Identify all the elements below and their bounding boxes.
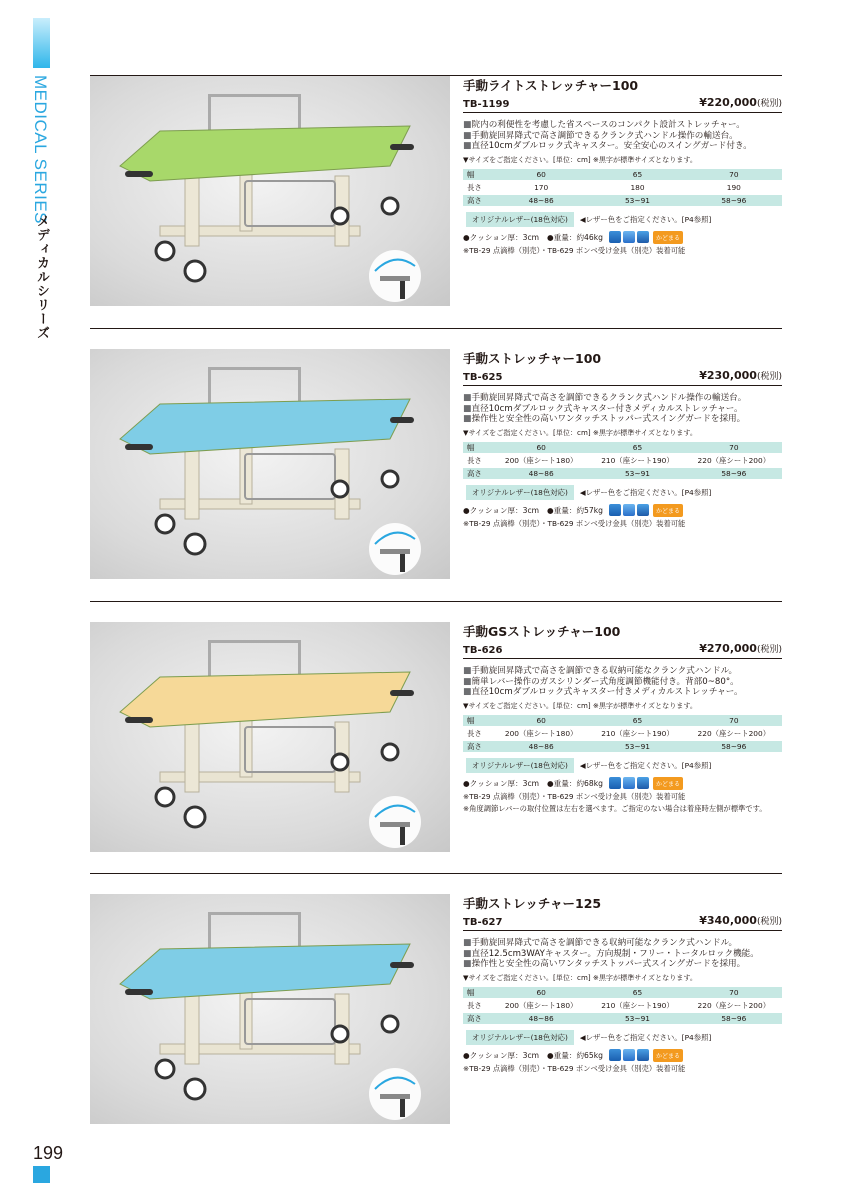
crank-inset [369,796,421,848]
table-row: 幅 60 65 70 [463,169,782,180]
model-number: TB-626 [463,645,503,656]
leather-label: オリジナルレザー(18色対応) [466,758,574,773]
page-number: 199 [33,1143,64,1163]
table-row: 幅 60 65 70 [463,715,782,726]
bullet-square-icon: ■ [463,414,472,424]
stretcher-illustration [120,912,414,1099]
weight-spec: ●重量：約57kg [547,505,603,515]
bullet-square-icon: ■ [463,403,472,414]
feature-icon [637,504,649,516]
bullet-square-icon: ■ [463,687,472,697]
feature-icon [609,504,621,516]
stretcher-illustration [120,94,414,281]
price: ¥220,000 [699,96,757,109]
weight-spec: ●重量：約46kg [547,232,603,242]
description-line: ■簡単レバー操作のガスシリンダー式角度調節機能付き。背部0~80°。 [463,676,739,687]
feature-icon [637,231,649,243]
description-line: ■手動旋回昇降式で高さを調節できるクランク式ハンドル操作の輸送台。 [463,393,747,403]
product-section [90,622,782,852]
feature-icon [637,777,649,789]
note-line: ※角度調節レバーの取付位置は左右を選べます。ご指定のない場合は着座時左側が標準です。 [463,803,767,813]
model-number: TB-625 [463,372,503,383]
size-note: ▼サイズをご指定ください。[単位：cm] ※黒字が標準サイズとなります。 [463,427,698,437]
table-row: 高さ 48~86 53~91 58~96 [463,1013,782,1024]
bullet-square-icon: ■ [463,393,472,403]
section-divider [90,873,782,874]
size-table [463,440,782,481]
crank-inset [369,250,421,302]
section-divider [90,328,782,329]
feature-icon [623,231,635,243]
leather-label: オリジナルレザー(18色対応) [466,212,574,227]
model-number: TB-627 [463,917,503,928]
description-line: ■操作性と安全性の高いワンタッチストッパー式スイングガードを採用。 [463,959,746,969]
description-line: ■院内の利便性を考慮した省スペースのコンパクト設計ストレッチャー。 [463,120,745,130]
description-line: ■手動旋回昇降式で高さ調節できるクランク式ハンドル操作の輸送台。 [463,130,738,141]
leather-note: ◀レザー色をご指定ください。[P4参照] [579,215,712,224]
bullet-square-icon: ■ [463,959,472,969]
description-list [463,393,782,425]
description-line: ■操作性と安全性の高いワンタッチストッパー式スイングガードを採用。 [463,414,746,424]
cushion-spec: ●クッション厚：3cm [463,778,540,788]
product-title: 手動ストレッチャー100 [463,351,602,366]
product-info [463,622,782,814]
description-list [463,666,782,698]
size-note: ▼サイズをご指定ください。[単位：cm] ※黒字が標準サイズとなります。 [463,700,698,710]
tax-note: (税別) [756,917,782,927]
page-number-bar [33,1166,50,1183]
feature-icon [609,777,621,789]
description-line: ■直径12.5cm3WAYキャスター。方向規制・フリー・トータルロック機能。 [463,948,759,959]
price: ¥340,000 [699,914,757,927]
bullet-square-icon: ■ [463,948,472,959]
size-table [463,985,782,1026]
tax-note: (税別) [756,645,782,655]
series-label-ja: メディカルシリーズ [34,214,49,340]
note-line: ※TB-29 点滴棒（別売）・TB-629 ボンベ受け金具（別売）装着可能 [463,245,686,255]
table-row: 幅 60 65 70 [463,442,782,453]
delivery-badge: かどまる [653,231,683,244]
crank-inset [369,523,421,575]
note-line: ※TB-29 点滴棒（別売）・TB-629 ボンベ受け金具（別売）装着可能 [463,518,686,528]
delivery-badge: かどまる [653,1049,683,1062]
notes [463,792,782,814]
product-title: 手動GSストレッチャー100 [463,624,621,639]
product-info [463,349,782,529]
weight-spec: ●重量：約68kg [547,778,603,788]
description-line: ■手動旋回昇降式で高さを調節できる収納可能なクランク式ハンドル。 [463,938,738,948]
product-info [463,894,782,1074]
size-table [463,167,782,208]
bullet-square-icon: ■ [463,666,472,676]
tax-note: (税別) [756,99,782,109]
description-line: ■手動旋回昇降式で高さを調節できる収納可能なクランク式ハンドル。 [463,666,738,676]
notes [463,519,782,529]
description-list [463,938,782,970]
note-line: ※TB-29 点滴棒（別売）・TB-629 ボンベ受け金具（別売）装着可能 [463,791,686,801]
bullet-square-icon: ■ [463,130,472,141]
bullet-square-icon: ■ [463,938,472,948]
product-photo [90,76,450,306]
side-accent-bar [33,18,50,68]
stretcher-illustration [120,367,414,554]
stretcher-illustration [120,640,414,827]
model-number: TB-1199 [463,99,510,110]
feature-icon [623,504,635,516]
size-note: ▼サイズをご指定ください。[単位：cm] ※黒字が標準サイズとなります。 [463,154,698,164]
product-title: 手動ストレッチャー125 [463,896,602,911]
bullet-square-icon: ■ [463,141,472,151]
tax-note: (税別) [756,372,782,382]
product-title: 手動ライトストレッチャー100 [463,78,639,93]
cushion-spec: ●クッション厚：3cm [463,232,540,242]
table-row: 高さ 48~86 53~91 58~96 [463,741,782,752]
size-table [463,713,782,754]
product-section [90,349,782,579]
bullet-square-icon: ■ [463,120,472,130]
description-line: ■直径10cmダブルロック式キャスター付きメディカルストレッチャー。 [463,687,743,697]
feature-icon [623,777,635,789]
table-row: 長さ 200（座シート180） 210（座シート190） 220（座シート200） [467,728,771,738]
table-row: 高さ 48~86 53~91 58~96 [463,468,782,479]
product-photo [90,622,450,852]
delivery-badge: かどまる [653,777,683,790]
table-row: 幅 60 65 70 [463,987,782,998]
leather-label: オリジナルレザー(18色対応) [466,1030,574,1045]
description-list [463,120,782,152]
feature-icon [609,1049,621,1061]
leather-note: ◀レザー色をご指定ください。[P4参照] [579,488,712,497]
notes [463,246,782,256]
leather-label: オリジナルレザー(18色対応) [466,485,574,500]
price: ¥270,000 [699,642,757,655]
table-row: 長さ 200（座シート180） 210（座シート190） 220（座シート200） [467,455,771,465]
cushion-spec: ●クッション厚：3cm [463,1050,540,1060]
table-row: 長さ 170 180 190 [467,182,741,192]
series-label-en: MEDICAL SERIES [31,75,50,225]
bullet-square-icon: ■ [463,676,472,687]
description-line: ■直径10cmダブルロック式キャスター付きメディカルストレッチャー。 [463,403,743,414]
weight-spec: ●重量：約65kg [547,1050,603,1060]
crank-inset [369,1068,421,1120]
delivery-badge: かどまる [653,504,683,517]
product-photo [90,894,450,1124]
section-divider [90,601,782,602]
product-section [90,894,782,1124]
table-row: 高さ 48~86 53~91 58~96 [463,195,782,206]
description-line: ■直径10cmダブルロック式キャスター。安全安心のスイングガード付き。 [463,141,752,151]
size-note: ▼サイズをご指定ください。[単位：cm] ※黒字が標準サイズとなります。 [463,972,698,982]
product-photo [90,349,450,579]
feature-icon [609,231,621,243]
product-info [463,76,782,256]
product-section [90,76,782,306]
feature-icon [637,1049,649,1061]
note-line: ※TB-29 点滴棒（別売）・TB-629 ボンベ受け金具（別売）装着可能 [463,1063,686,1073]
cushion-spec: ●クッション厚：3cm [463,505,540,515]
leather-note: ◀レザー色をご指定ください。[P4参照] [579,761,712,770]
feature-icon [623,1049,635,1061]
table-row: 長さ 200（座シート180） 210（座シート190） 220（座シート200） [467,1000,771,1010]
price: ¥230,000 [699,369,757,382]
notes [463,1064,782,1074]
leather-note: ◀レザー色をご指定ください。[P4参照] [579,1033,712,1042]
